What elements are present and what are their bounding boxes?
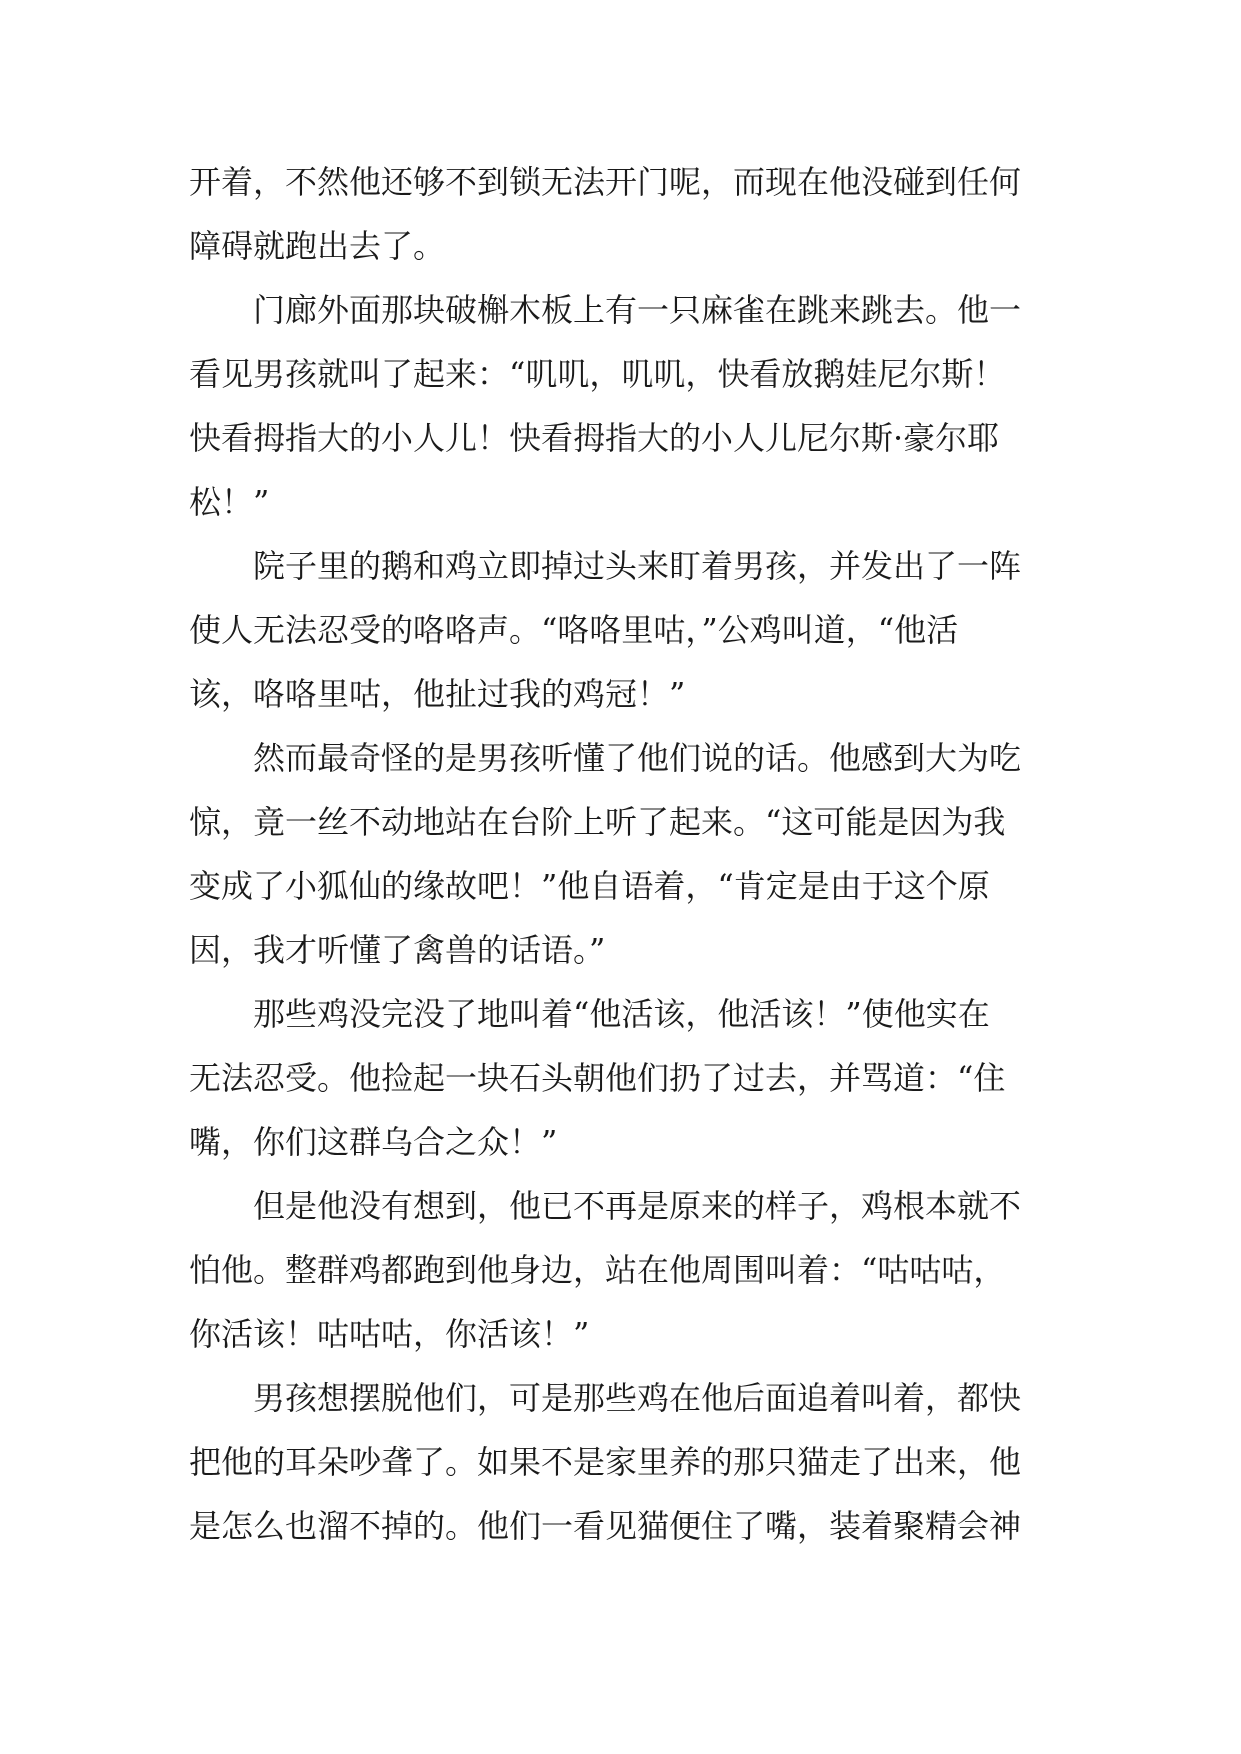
body-text bbox=[189, 150, 1053, 1558]
text-line: 是怎么也溜不掉的。他们一看见猫便住了嘴，装着聚精会神 bbox=[189, 1507, 1022, 1545]
text-line: 但是他没有想到，他已不再是原来的样子，鸡根本就不 bbox=[189, 1187, 1022, 1225]
text-line: 因，我才听懂了禽兽的话语。” bbox=[189, 931, 606, 969]
text-line: 该，咯咯里咕，他扯过我的鸡冠！” bbox=[189, 675, 686, 713]
text-line: 怕他。整群鸡都跑到他身边，站在他周围叫着：“咕咕咕， bbox=[189, 1251, 1006, 1289]
text-line: 把他的耳朵吵聋了。如果不是家里养的那只猫走了出来，他 bbox=[189, 1443, 1022, 1481]
text-line: 障碍就跑出去了。 bbox=[189, 227, 446, 265]
text-line: 嘴，你们这群乌合之众！” bbox=[189, 1123, 558, 1161]
text-line: 男孩想摆脱他们，可是那些鸡在他后面追着叫着，都快 bbox=[189, 1379, 1022, 1417]
text-line: 门廊外面那块破槲木板上有一只麻雀在跳来跳去。他一 bbox=[189, 291, 1022, 329]
text-line: 院子里的鹅和鸡立即掉过头来盯着男孩，并发出了一阵 bbox=[189, 547, 1022, 585]
text-line: 开着，不然他还够不到锁无法开门呢，而现在他没碰到任何 bbox=[189, 163, 1022, 201]
text-line: 变成了小狐仙的缘故吧！”他自语着，“肯定是由于这个原 bbox=[189, 867, 990, 905]
text-line: 快看拇指大的小人儿！快看拇指大的小人儿尼尔斯·豪尔耶 bbox=[189, 419, 1000, 457]
text-line: 你活该！咕咕咕，你活该！” bbox=[189, 1315, 590, 1353]
text-line: 使人无法忍受的咯咯声。“咯咯里咕，”公鸡叫道，“他活 bbox=[189, 611, 959, 649]
text-line: 无法忍受。他捡起一块石头朝他们扔了过去，并骂道：“住 bbox=[189, 1059, 1006, 1097]
text-line: 看见男孩就叫了起来：“叽叽，叽叽，快看放鹅娃尼尔斯！ bbox=[189, 355, 1006, 393]
text-line: 惊，竟一丝不动地站在台阶上听了起来。“这可能是因为我 bbox=[189, 803, 1006, 841]
text-line: 然而最奇怪的是男孩听懂了他们说的话。他感到大为吃 bbox=[189, 739, 1022, 777]
text-line: 那些鸡没完没了地叫着“他活该，他活该！”使他实在 bbox=[189, 995, 990, 1033]
text-line: 松！” bbox=[189, 483, 270, 521]
